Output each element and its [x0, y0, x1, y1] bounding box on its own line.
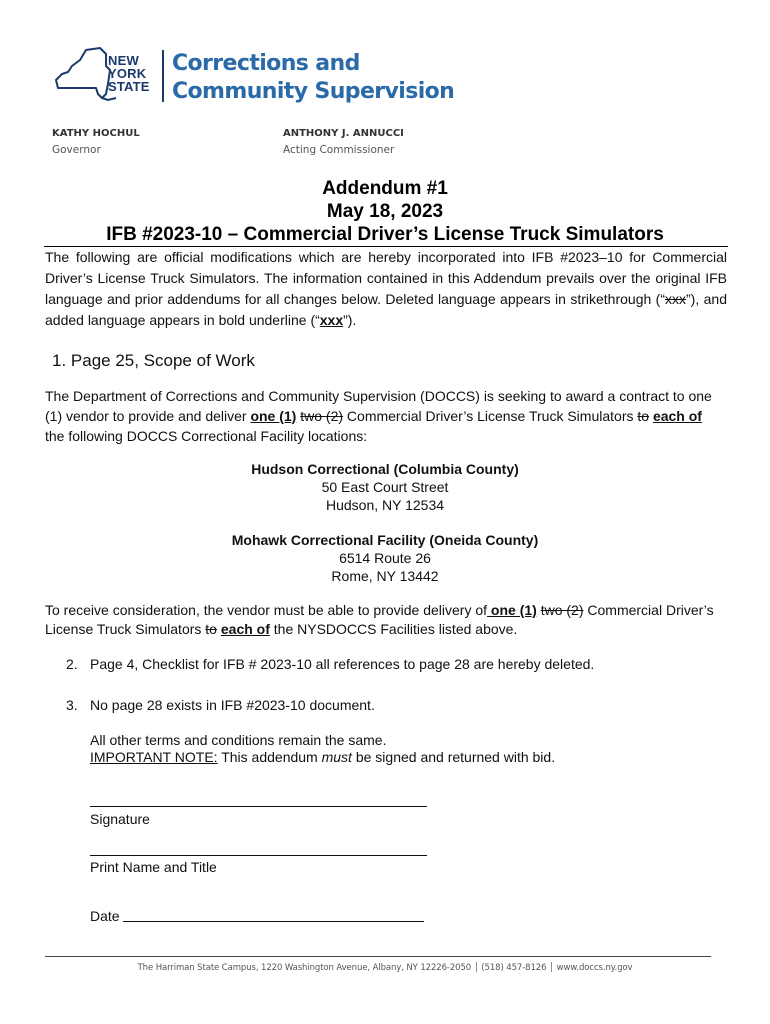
consideration-text: the NYSDOCCS Facilities listed above. [269, 621, 518, 637]
consideration-text: To receive consideration, the vendor must be able to provide delivery of [45, 602, 488, 618]
added-text: one (1) [487, 602, 537, 618]
governor-name: KATHY HOCHUL [52, 128, 140, 139]
governor-title: Governor [52, 144, 101, 156]
note-text: be signed and returned with bid. [351, 749, 556, 765]
added-text: each of [652, 408, 702, 424]
agency-name [172, 50, 454, 106]
deleted-text: two (2) [540, 602, 584, 618]
important-note-label: IMPORTANT NOTE: [90, 749, 218, 765]
facility-2 [0, 531, 770, 585]
bold-underline-example: xxx [319, 312, 344, 328]
terms-statement: All other terms and conditions remain the same. [90, 732, 387, 748]
logo-word: NEW [108, 53, 139, 68]
commissioner-block [283, 126, 404, 158]
commissioner-title: Acting Commissioner [283, 144, 395, 156]
date-line[interactable] [123, 921, 424, 922]
date-label: Date [90, 908, 120, 924]
scope-text: the following DOCCS Correctional Facility locations: [45, 428, 368, 444]
intro-paragraph [45, 247, 727, 331]
deleted-text: to [205, 621, 217, 637]
facility-name: Mohawk Correctional Facility (Oneida County) [231, 532, 539, 548]
item-text: No page 28 exists in IFB #2023-10 document. [90, 697, 375, 713]
intro-text: The following are official modifications which are hereby incorporated into IFB #2023–10 for Commercial Driver’s License Truck Simulators. The information contained in this Addendum prevails over the original IFB language and prior addendums for all changes below. Deleted language appears in strikethrough (“ [45, 249, 727, 307]
signature-label: Signature [90, 811, 150, 827]
footer-rule [45, 956, 711, 957]
intro-text: ”), and added language appears in bold underline (“ [45, 291, 727, 328]
facility-name: Hudson Correctional (Columbia County) [251, 461, 519, 477]
important-note [90, 748, 555, 766]
scope-text: The Department of Corrections and Community Supervision (DOCCS) is seeking to award a contract to one (1) vendor to provide and deliver [45, 388, 712, 424]
footer-address: The Harriman State Campus, 1220 Washington Avenue, Albany, NY 12226-2050 │ (518) 457-8126 │ www.doccs.ny.gov [137, 963, 633, 973]
item-number: 2. [66, 656, 78, 672]
signature-line[interactable] [90, 806, 427, 807]
commissioner-name: ANTHONY J. ANNUCCI [283, 128, 404, 139]
agency-line-2: Community Supervision [172, 79, 455, 104]
item-number: 3. [66, 697, 78, 713]
added-text: one (1) [250, 408, 297, 424]
facility-city: Hudson, NY 12534 [325, 497, 445, 513]
list-item [66, 696, 375, 714]
intro-text: ”). [343, 312, 357, 328]
addendum-title: Addendum #1 [322, 178, 448, 199]
nys-wordmark [108, 54, 150, 93]
facility-address: 6514 Route 26 [339, 550, 431, 566]
agency-line-1: Corrections and [172, 51, 360, 76]
logo-divider [162, 50, 164, 102]
deleted-text: two (2) [300, 408, 344, 424]
consideration-paragraph [45, 601, 727, 639]
deleted-text: to [637, 408, 650, 424]
note-text: This addendum [217, 749, 322, 765]
consideration-text: Commercial Driver’s License Truck Simulators [45, 602, 714, 637]
addendum-date: May 18, 2023 [326, 201, 444, 222]
note-emphasis: must [321, 749, 352, 765]
scope-text: Commercial Driver’s License Truck Simulators [343, 408, 638, 424]
facility-address: 50 East Court Street [321, 479, 449, 495]
ifb-title: IFB #2023-10 – Commercial Driver’s License Truck Simulators [106, 224, 664, 245]
item-text: Page 4, Checklist for IFB # 2023-10 all references to page 28 are hereby deleted. [90, 656, 595, 672]
print-name-label: Print Name and Title [90, 859, 217, 875]
logo-word: STATE [108, 79, 150, 94]
list-item [66, 655, 594, 673]
logo-word: YORK [108, 66, 147, 81]
added-text: each of [220, 621, 270, 637]
scope-paragraph [45, 386, 725, 446]
strikethrough-example: xxx [665, 291, 687, 307]
print-name-line[interactable] [90, 855, 427, 856]
facility-city: Rome, NY 13442 [331, 568, 439, 584]
section-1-heading: 1. Page 25, Scope of Work [52, 351, 255, 370]
facility-1 [0, 460, 770, 514]
governor-block [52, 126, 140, 158]
